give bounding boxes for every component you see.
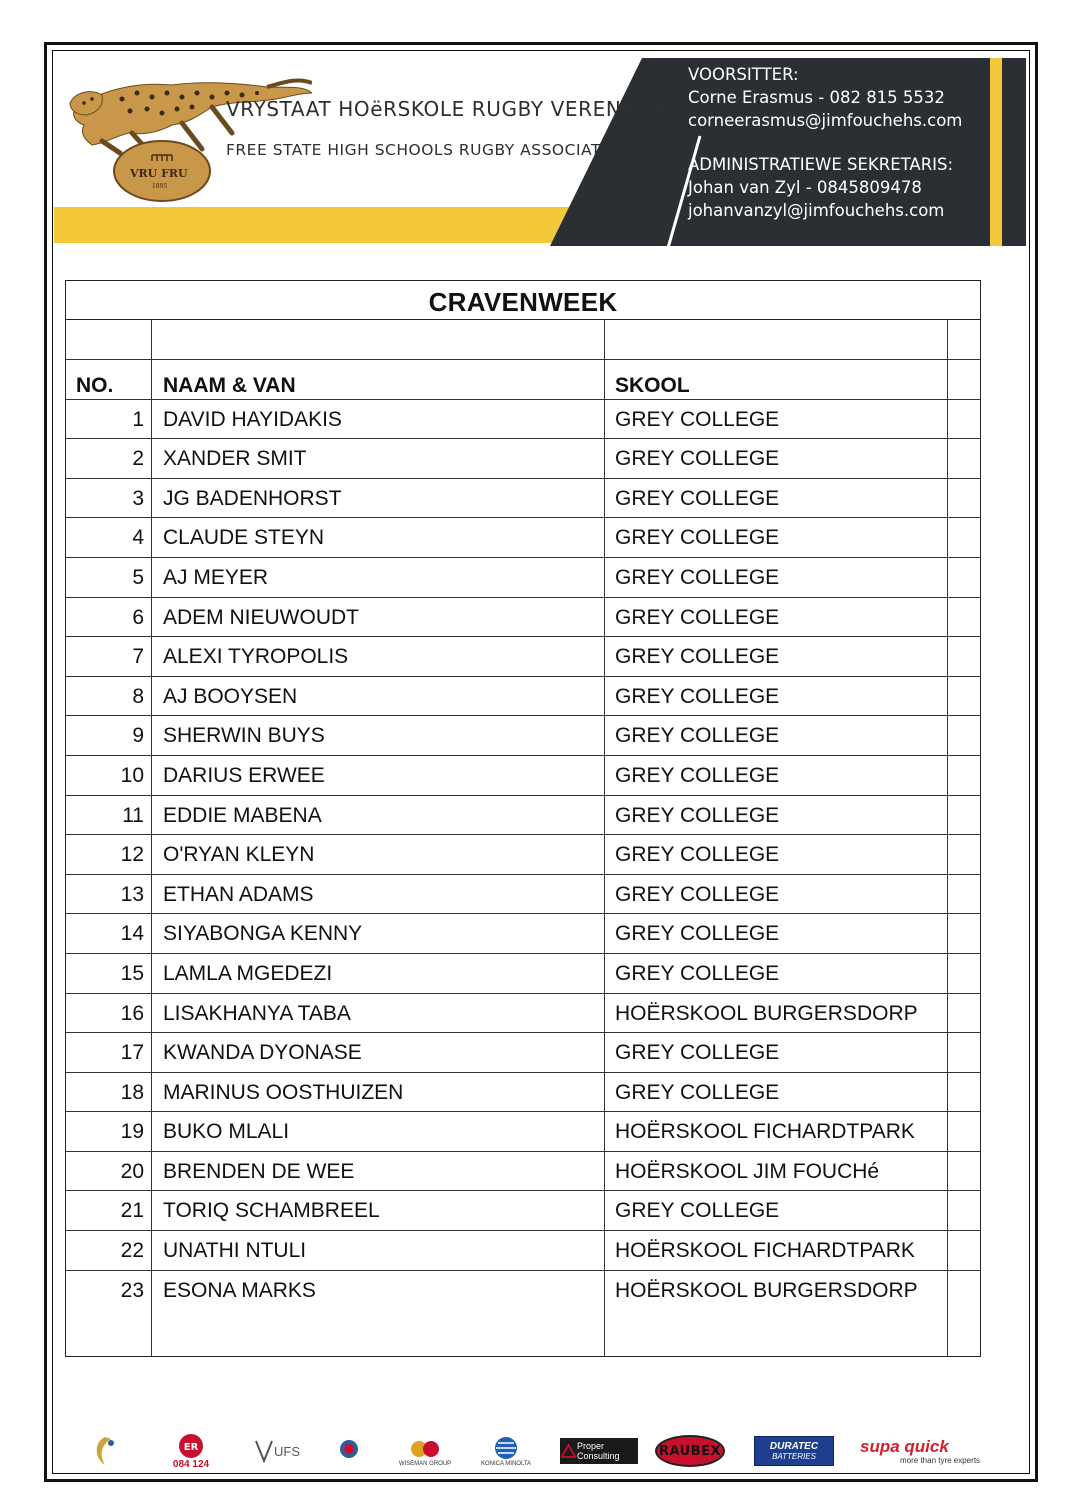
player-name: CLAUDE STEYN <box>152 518 605 557</box>
table-row <box>66 400 980 440</box>
extra-cell <box>948 994 980 1033</box>
player-school: GREY COLLEGE <box>605 796 948 835</box>
svg-text:ER: ER <box>183 1441 199 1453</box>
player-number: 10 <box>66 756 152 795</box>
player-number: 3 <box>66 479 152 518</box>
table-row <box>66 518 980 558</box>
raubex-label: RAUBEX <box>658 1443 722 1459</box>
chair-label: VOORSITTER: <box>688 65 799 84</box>
association-title-afrikaans: VRYSTAAT HOëRSKOLE RUGBY VERENIGING <box>226 97 683 121</box>
proper-consulting-label: Proper Consulting <box>576 1441 620 1461</box>
player-number: 9 <box>66 716 152 755</box>
player-name: UNATHI NTULI <box>152 1231 605 1270</box>
player-school: GREY COLLEGE <box>605 756 948 795</box>
table-row <box>66 1033 980 1073</box>
player-name: TORIQ SCHAMBREEL <box>152 1191 605 1230</box>
table-spacer-row <box>66 320 980 360</box>
spacer-cell <box>152 320 605 359</box>
table-row <box>66 756 980 796</box>
player-name: BUKO MLALI <box>152 1112 605 1151</box>
player-number: 17 <box>66 1033 152 1072</box>
extra-cell <box>948 400 980 439</box>
player-number: 20 <box>66 1152 152 1191</box>
spacer-cell <box>152 1310 605 1356</box>
player-school: HOËRSKOOL JIM FOUCHé <box>605 1152 948 1191</box>
player-name: AJ MEYER <box>152 558 605 597</box>
player-school: GREY COLLEGE <box>605 835 948 874</box>
batteries-label: BATTERIES <box>772 1452 816 1461</box>
extra-cell <box>948 1112 980 1151</box>
player-school: GREY COLLEGE <box>605 954 948 993</box>
player-school: GREY COLLEGE <box>605 1033 948 1072</box>
table-row <box>66 1152 980 1192</box>
player-school: GREY COLLEGE <box>605 1191 948 1230</box>
extra-cell <box>948 954 980 993</box>
table-row <box>66 914 980 954</box>
konica-label: KONICA MINOLTA <box>480 1461 532 1467</box>
player-number: 18 <box>66 1073 152 1112</box>
player-name: KWANDA DYONASE <box>152 1033 605 1072</box>
extra-cell <box>948 598 980 637</box>
table-spacer-row <box>66 1310 980 1356</box>
chair-contact-block <box>688 63 962 132</box>
extra-cell <box>948 1271 980 1311</box>
player-name: ALEXI TYROPOLIS <box>152 637 605 676</box>
proper-consulting-logo-icon <box>560 1428 638 1474</box>
player-number: 21 <box>66 1191 152 1230</box>
extra-cell <box>948 677 980 716</box>
player-number: 2 <box>66 439 152 478</box>
secretary-contact-block <box>688 153 953 222</box>
player-number: 1 <box>66 400 152 439</box>
header-extra <box>948 360 980 399</box>
table-row <box>66 796 980 836</box>
player-number: 16 <box>66 994 152 1033</box>
player-school: GREY COLLEGE <box>605 400 948 439</box>
player-school: GREY COLLEGE <box>605 439 948 478</box>
player-name: DAVID HAYIDAKIS <box>152 400 605 439</box>
duratec-batteries-logo-icon <box>754 1428 834 1474</box>
secretary-name-phone: Johan van Zyl - 0845809478 <box>688 178 922 197</box>
sponsor-strip <box>70 1428 1010 1476</box>
spacer-cell <box>948 1310 980 1356</box>
table-row <box>66 716 980 756</box>
extra-cell <box>948 875 980 914</box>
extra-cell <box>948 835 980 874</box>
extra-cell <box>948 1073 980 1112</box>
player-school: GREY COLLEGE <box>605 875 948 914</box>
wiseman-label: WISEMAN GROUP <box>398 1461 452 1467</box>
wiseman-group-logo-icon <box>396 1428 454 1474</box>
player-school: GREY COLLEGE <box>605 716 948 755</box>
player-school: GREY COLLEGE <box>605 1073 948 1112</box>
player-number: 12 <box>66 835 152 874</box>
er24-number: 084 124 <box>172 1458 210 1470</box>
spacer-cell <box>948 320 980 359</box>
player-name: EDDIE MABENA <box>152 796 605 835</box>
extra-cell <box>948 756 980 795</box>
spacer-cell <box>66 1310 152 1356</box>
player-school: GREY COLLEGE <box>605 479 948 518</box>
player-name: ESONA MARKS <box>152 1271 605 1311</box>
header-school: SKOOL <box>605 360 948 399</box>
player-number: 5 <box>66 558 152 597</box>
table-row <box>66 479 980 519</box>
secretary-email[interactable]: johanvanzyl@jimfouchehs.com <box>688 201 945 220</box>
letterhead <box>54 55 1026 250</box>
konica-minolta-logo-icon <box>476 1428 536 1474</box>
player-number: 7 <box>66 637 152 676</box>
table-row <box>66 598 980 638</box>
extra-cell <box>948 796 980 835</box>
header-name: NAAM & VAN <box>152 360 605 399</box>
player-name: XANDER SMIT <box>152 439 605 478</box>
player-number: 11 <box>66 796 152 835</box>
extra-cell <box>948 1152 980 1191</box>
player-number: 22 <box>66 1231 152 1270</box>
player-school: GREY COLLEGE <box>605 914 948 953</box>
player-name: JG BADENHORST <box>152 479 605 518</box>
extra-cell <box>948 558 980 597</box>
duratec-label: DURATEC <box>769 1441 819 1452</box>
chair-name-phone: Corne Erasmus - 082 815 5532 <box>688 88 945 107</box>
team-table <box>65 280 981 1357</box>
table-row <box>66 1271 980 1311</box>
player-number: 14 <box>66 914 152 953</box>
player-name: DARIUS ERWEE <box>152 756 605 795</box>
player-name: AJ BOOYSEN <box>152 677 605 716</box>
extra-cell <box>948 439 980 478</box>
logo-text: VRU FRU <box>130 167 188 180</box>
extra-cell <box>948 1191 980 1230</box>
spacer-cell <box>605 1310 948 1356</box>
table-row <box>66 439 980 479</box>
player-school: HOËRSKOOL FICHARDTPARK <box>605 1231 948 1270</box>
header-no: NO. <box>66 360 152 399</box>
player-name: ETHAN ADAMS <box>152 875 605 914</box>
player-number: 19 <box>66 1112 152 1151</box>
player-school: HOËRSKOOL BURGERSDORP <box>605 994 948 1033</box>
table-row <box>66 1112 980 1152</box>
supa-quick-tagline: more than tyre experts <box>900 1455 981 1465</box>
player-school: GREY COLLEGE <box>605 637 948 676</box>
academy-of-sport-logo-icon <box>80 1428 130 1474</box>
player-number: 15 <box>66 954 152 993</box>
player-school: GREY COLLEGE <box>605 518 948 557</box>
player-name: SHERWIN BUYS <box>152 716 605 755</box>
table-row <box>66 835 980 875</box>
extra-cell <box>948 716 980 755</box>
player-number: 23 <box>66 1271 152 1311</box>
table-row <box>66 558 980 598</box>
table-title: CRAVENWEEK <box>66 281 980 320</box>
supa-quick-logo-icon <box>860 1428 1000 1474</box>
table-row <box>66 954 980 994</box>
player-name: ADEM NIEUWOUDT <box>152 598 605 637</box>
logo-year: 1895 <box>152 183 168 190</box>
player-number: 4 <box>66 518 152 557</box>
player-number: 8 <box>66 677 152 716</box>
extra-cell <box>948 479 980 518</box>
extra-cell <box>948 637 980 676</box>
table-row <box>66 637 980 677</box>
spacer-cell <box>605 320 948 359</box>
table-row <box>66 994 980 1034</box>
player-name: BRENDEN DE WEE <box>152 1152 605 1191</box>
player-name: SIYABONGA KENNY <box>152 914 605 953</box>
player-number: 6 <box>66 598 152 637</box>
chair-email[interactable]: corneerasmus@jimfouchehs.com <box>688 111 963 130</box>
extra-cell <box>948 1231 980 1270</box>
table-row <box>66 1073 980 1113</box>
extra-cell <box>948 518 980 557</box>
extra-cell <box>948 914 980 953</box>
table-row <box>66 875 980 915</box>
extra-cell <box>948 1033 980 1072</box>
player-school: GREY COLLEGE <box>605 677 948 716</box>
raubex-logo-icon <box>654 1428 726 1474</box>
cheetah-ball-logo-icon <box>62 63 312 203</box>
player-school: GREY COLLEGE <box>605 558 948 597</box>
player-name: LISAKHANYA TABA <box>152 994 605 1033</box>
secretary-label: ADMINISTRATIEWE SEKRETARIS: <box>688 155 954 174</box>
er24-logo-icon <box>166 1428 216 1474</box>
table-row <box>66 1231 980 1271</box>
player-school: HOËRSKOOL BURGERSDORP <box>605 1271 948 1311</box>
table-row <box>66 1191 980 1231</box>
central-university-logo-icon <box>332 1428 366 1474</box>
player-name: LAMLA MGEDEZI <box>152 954 605 993</box>
player-name: O'RYAN KLEYN <box>152 835 605 874</box>
player-school: HOËRSKOOL FICHARDTPARK <box>605 1112 948 1151</box>
table-header-row <box>66 360 980 400</box>
association-title-english: FREE STATE HIGH SCHOOLS RUGBY ASSOCIATION <box>226 141 631 159</box>
player-number: 13 <box>66 875 152 914</box>
table-row <box>66 677 980 717</box>
player-school: GREY COLLEGE <box>605 598 948 637</box>
ufs-label: UFS <box>274 1443 300 1459</box>
supa-quick-label: supa quick <box>860 1436 949 1456</box>
spacer-cell <box>66 320 152 359</box>
ufs-logo-icon <box>250 1428 304 1474</box>
player-name: MARINUS OOSTHUIZEN <box>152 1073 605 1112</box>
